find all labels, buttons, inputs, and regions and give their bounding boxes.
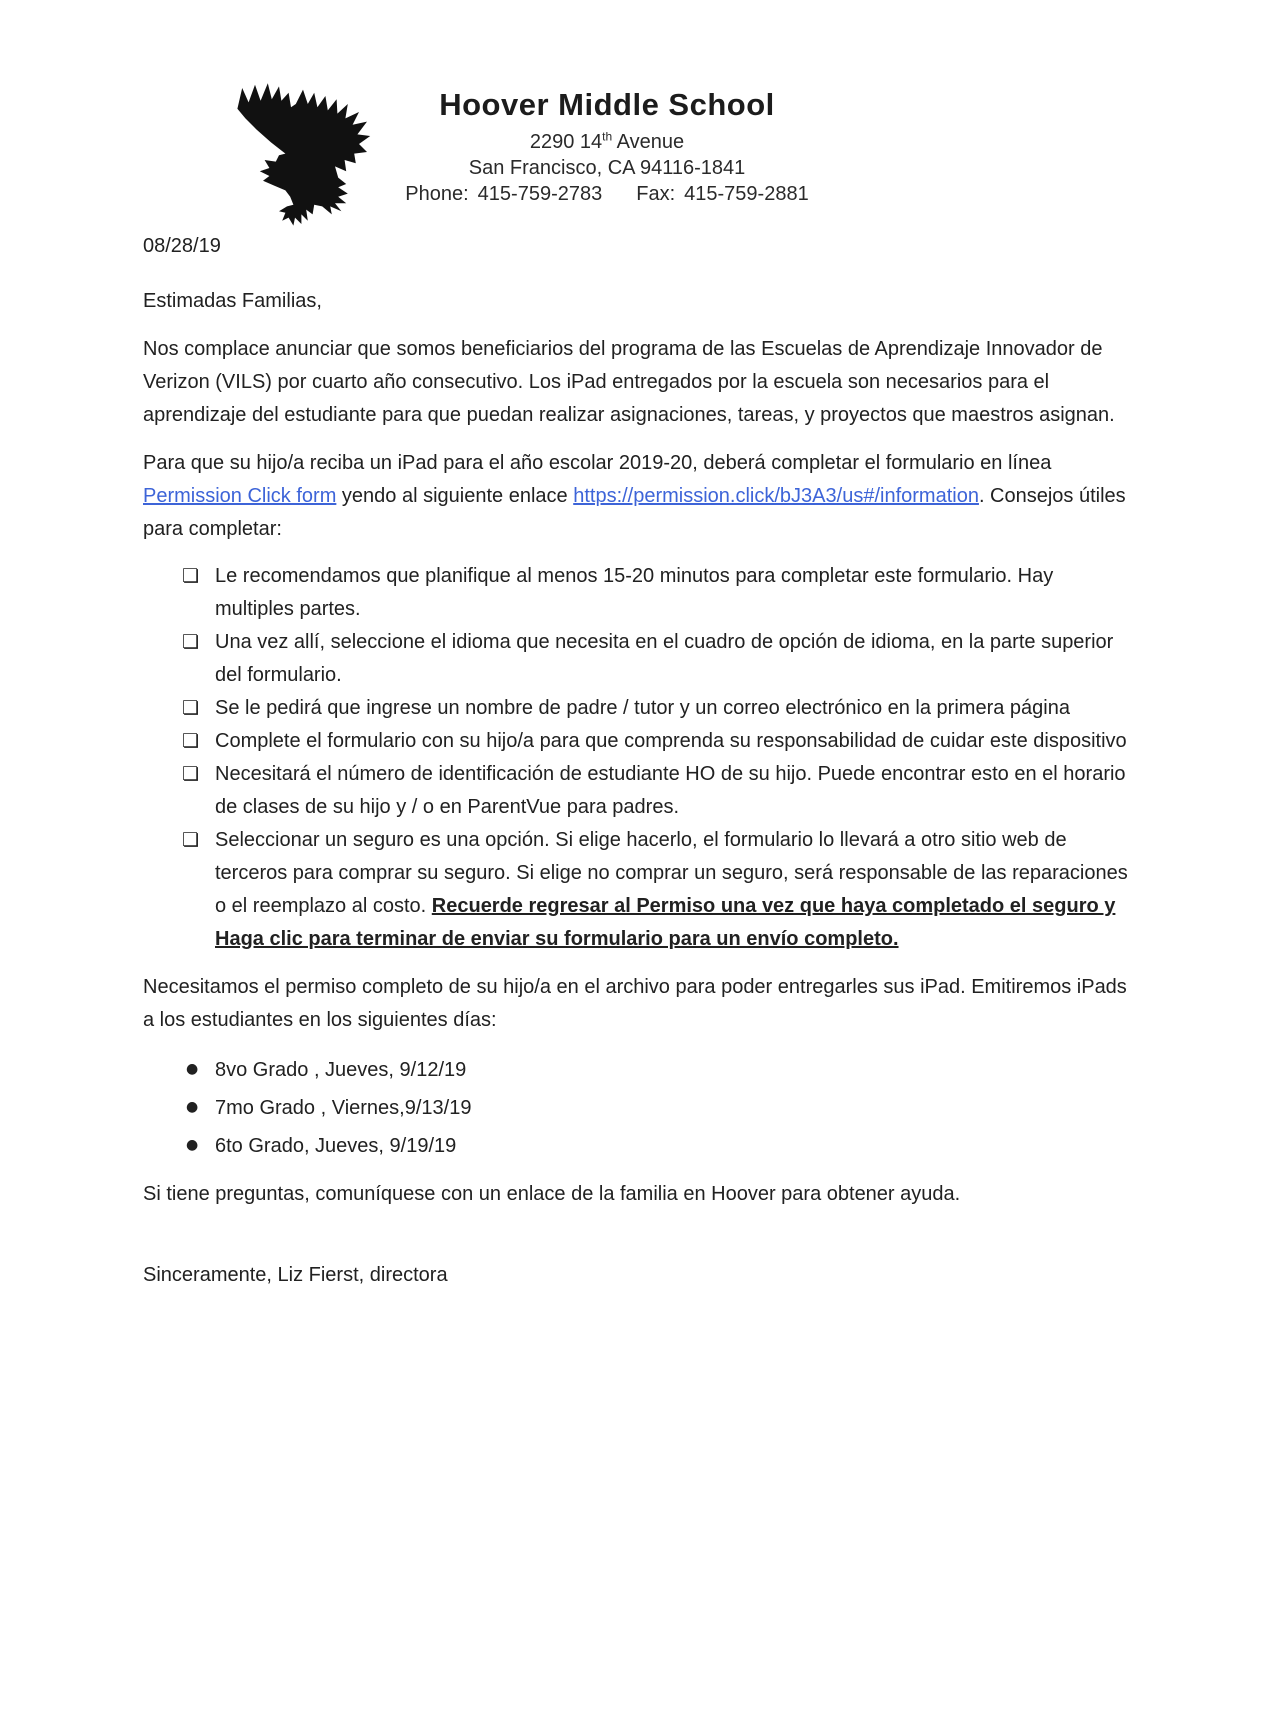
checkbox-bullet-icon: ❏ <box>182 565 200 587</box>
paragraph-permission-needed: Necesitamos el permiso completo de su hijo/a en el archivo para poder entregarles sus iPad. Emitiremos iPads a los estudiantes en los siguientes días: <box>143 976 1127 1031</box>
dot-bullet-icon: ● <box>186 1099 199 1115</box>
checkbox-bullet-icon: ❏ <box>182 829 200 851</box>
checkbox-bullet-icon: ❏ <box>182 763 200 785</box>
eagle-logo-icon <box>215 80 375 228</box>
ordinal-superscript: th <box>602 129 613 144</box>
phone-fax-line <box>389 181 825 207</box>
letterhead-text <box>389 80 825 228</box>
permission-click-url-link[interactable]: https://permission.click/bJ3A3/us#/information <box>573 485 979 507</box>
checklist-item <box>182 758 1133 824</box>
grade-date-item <box>186 1054 1133 1087</box>
dot-bullet-icon: ● <box>186 1137 199 1153</box>
tips-checklist <box>143 560 1133 956</box>
phone-number: 415-759-2783 <box>477 183 603 205</box>
checklist-item <box>182 626 1133 692</box>
paragraph-form-instructions <box>143 447 1133 546</box>
grade-distribution-list <box>143 1054 1133 1163</box>
checklist-item <box>182 692 1133 725</box>
paragraph-text: Para que su hijo/a reciba un iPad para el año escolar 2019-20, deberá completar el formulario en línea <box>143 452 1052 474</box>
permission-click-form-link[interactable]: Permission Click form <box>143 485 337 507</box>
list-item-text: Una vez allí, seleccione el idioma que necesita en el cuadro de opción de idioma, en la parte superior del formulario. <box>215 631 1114 686</box>
letter-body <box>143 230 1133 1292</box>
list-item-text: Necesitará el número de identificación de estudiante HO de su hijo. Puede encontrar esto en el horario de clases de su hijo y / o en ParentVue para padres. <box>215 763 1126 818</box>
school-name: Hoover Middle School <box>439 87 775 122</box>
list-item-text: 6to Grado, Jueves, 9/19/19 <box>215 1135 457 1157</box>
emphasized-text: Recuerde regresar al Permiso una vez que haya completado el seguro y Haga clic para terminar de enviar su formulario para un envío completo. <box>215 895 1116 950</box>
address-line-1: 2290 14th Avenue <box>529 129 685 153</box>
checkbox-bullet-icon: ❏ <box>182 730 200 752</box>
list-item-text: Se le pedirá que ingrese un nombre de padre / tutor y un correo electrónico en la primera página <box>215 697 1070 719</box>
paragraph-questions: Si tiene preguntas, comuníquese con un enlace de la familia en Hoover para obtener ayuda. <box>143 1183 961 1205</box>
checkbox-bullet-icon: ❏ <box>182 631 200 653</box>
paragraph-program-announcement: Nos complace anunciar que somos beneficiarios del programa de las Escuelas de Aprendizaje Innovador de Verizon (VILS) por cuarto año consecutivo. Los iPad entregados por la escuela son necesarios para el aprendizaje del estudiante para que puedan realizar asignaciones, tareas, y proyectos que maestros asignan. <box>143 338 1115 426</box>
spacer <box>602 181 636 207</box>
signature-line: Sinceramente, Liz Fierst, directora <box>143 1264 448 1286</box>
greeting: Estimadas Familias, <box>143 290 322 312</box>
fax-label: Fax: <box>636 183 676 205</box>
checklist-item <box>182 824 1133 956</box>
grade-date-item <box>186 1092 1133 1125</box>
letter-page <box>0 80 1275 1730</box>
address-line-2: San Francisco, CA 94116-1841 <box>468 157 746 179</box>
letterhead <box>215 80 1133 228</box>
dot-bullet-icon: ● <box>186 1061 199 1077</box>
paragraph-text: . Consejos útiles para completar: <box>143 485 1126 540</box>
list-item-text: 7mo Grado , Viernes,9/13/19 <box>215 1097 472 1119</box>
grade-date-item <box>186 1130 1133 1163</box>
paragraph-text: yendo al siguiente enlace <box>336 485 574 507</box>
checklist-item <box>182 725 1133 758</box>
list-item-text: 8vo Grado , Jueves, 9/12/19 <box>215 1059 467 1081</box>
checklist-item <box>182 560 1133 626</box>
checkbox-bullet-icon: ❏ <box>182 697 200 719</box>
list-item-text: Complete el formulario con su hijo/a para que comprenda su responsabilidad de cuidar este dispositivo <box>215 730 1127 752</box>
phone-label: Phone: <box>405 183 469 205</box>
date: 08/28/19 <box>143 235 221 257</box>
list-item-text: Le recomendamos que planifique al menos 15-20 minutos para completar este formulario. Hay multiples partes. <box>215 565 1054 620</box>
list-item-text: Seleccionar un seguro es una opción. Si elige hacerlo, el formulario lo llevará a otro sitio web de terceros para comprar su seguro. Si elige no comprar un seguro, será responsable de las reparaciones o el reemplazo al costo. Recuerde regresar al Permiso una vez que haya completado el seguro y Haga clic para terminar de enviar su formulario para un envío completo. <box>215 829 1128 950</box>
fax-number: 415-759-2881 <box>684 183 809 205</box>
